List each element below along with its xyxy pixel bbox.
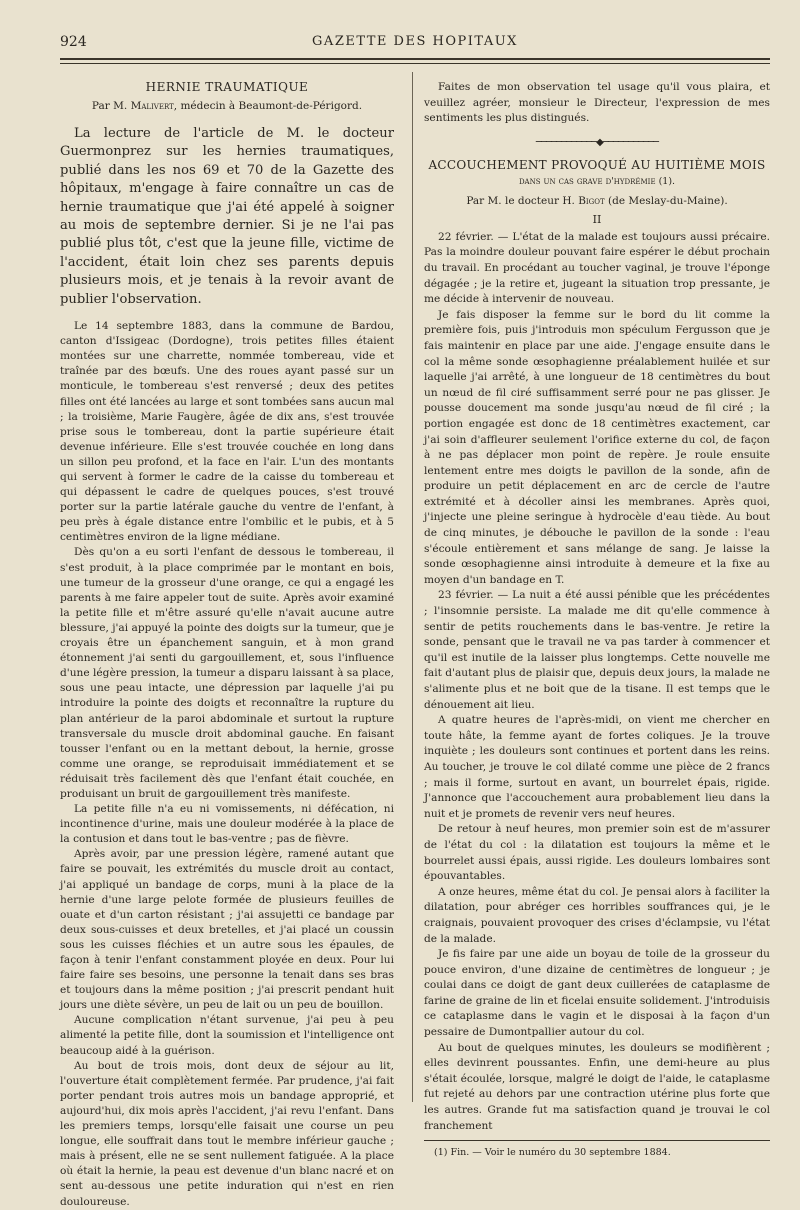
page-number: 924: [60, 34, 87, 50]
author-name: Malivert,: [130, 100, 178, 112]
byline-prefix: Par M.: [91, 100, 128, 112]
body-paragraph: A quatre heures de l'après-midi, on vient me chercher en toute hâte, la femme ayant de fortes coliques. Je la trouve inquiète ; les douleurs sont continues et portent dans les reins. Au toucher, je trouve le col dilaté comme une pièce de 2 francs ; mais il forme, surtout en avant, un bourrelet épais, rigide. J'annonce que l'accouchement aura probablement lieu dans la nuit et je promets de revenir vers neuf heures.: [424, 714, 770, 820]
body-paragraph: Au bout de quelques minutes, les douleurs se modifièrent ; elles devinrent poussantes. Enfin, une demi-heure au plus s'était écoulée, lorsque, malgré le doigt de l'aide, le cataplasme fut rejeté au dehors par une contraction utérine plus forte que les autres. Grande fut ma satisfaction quand je trouvai le col franchement: [424, 1041, 770, 1132]
column-divider: [412, 72, 413, 1102]
journal-title: GAZETTE DES HOPITAUX: [312, 34, 518, 49]
article-title: HERNIE TRAUMATIQUE: [145, 80, 309, 94]
running-header: [60, 34, 770, 52]
body-paragraph: 22 février. — L'état de la malade est toujours aussi précaire. Pas la moindre douleur pouvant faire espérer le début prochain du travail. En procédant au toucher vaginal, je trouve l'éponge dégagée ; je la retire et, jugeant la situation trop pressante, je me décide à intervenir de nouveau.: [424, 230, 770, 306]
closing-paragraph: Faites de mon observation tel usage qu'il vous plaira, et veuillez agréer, monsieur le Directeur, l'expression de mes sentiments les plus distingués.: [424, 81, 770, 125]
article-title: ACCOUCHEMENT PROVOQUÉ AU HUITIÈME MOIS: [428, 157, 766, 172]
section-number: II: [592, 212, 602, 226]
footnote-rule: [424, 1140, 770, 1141]
lead-paragraph: La lecture de l'article de M. le docteur Guermonprez sur les hernies traumatiques, publié dans les nos 69 et 70 de la Gazette des hôpitaux, m'engage à faire connaître un cas de hernie traumatique que j'ai été appelé à soigner au mois de septembre dernier. Si je ne l'ai pas publié plus tôt, c'est que la jeune fille, victime de l'accident, était loin chez ses parents depuis plusieurs mois, et je tenais à la revoir avant de publier l'observation.: [60, 126, 394, 307]
body-paragraph: Dès qu'on a eu sorti l'enfant de dessous le tombereau, il s'est produit, à la place comprimée par le montant en bois, une tumeur de la grosseur d'une orange, ce qui a engagé les parents à me faire appeler tout de suite. Après avoir examiné la petite fille et m'être assuré qu'elle n'avait aucune autre blessure, j'ai appuyé la pointe des doigts sur la tumeur, que je croyais être un épanchement sanguin, et à mon grand étonnement j'ai senti du gargouillement, et, sous l'influence d'une légère pression, la tumeur a disparu laissant à sa place, sous une peau intacte, une dépression par laquelle j'ai pu introduire la pointe des doigts et reconnaître la rupture du plan antérieur de la paroi abdominale et surtout la rupture transversale du muscle droit abdominal gauche. En faisant tousser l'enfant ou en la mettant debout, la hernie, grosse comme une orange, se reproduisait immédiatement et se réduisait très facilement dès que l'enfant était couchée, en produisant un bruit de gargouillement très manifeste.: [60, 546, 394, 800]
body-paragraph: De retour à neuf heures, mon premier soin est de m'assurer de l'état du col : la dilatation est toujours la même et le bourrelet aussi épais, aussi rigide. Les douleurs lombaires sont épouvantables.: [424, 823, 770, 883]
left-column: [60, 80, 394, 1208]
byline-prefix: Par M. le docteur H.: [466, 194, 575, 207]
article-byline: [424, 195, 770, 207]
body-paragraph: Je fais disposer la femme sur le bord du lit comme la première fois, puis j'introduis mon spéculum Fergusson que je fais maintenir en place par une aide. J'engage ensuite dans le col la même sonde œsophagienne préalablement huilée et sur laquelle j'ai arrêté, à une longueur de 18 centimètres du bout un nœud de fil ciré suffisamment serré pour ne pas glisser. Je pousse doucement ma sonde jusqu'au nœud de fil ciré ; la portion engagée est donc de 18 centimètres exactement, car j'ai soin d'affleurer seulement l'orifice externe du col, de façon à ne pas déplacer mon point de repère. Je roule ensuite lentement entre mes doigts le pavillon de la sonde, afin de produire un petit déplacement en arc de cercle de l'autre extrémité et à décoller ainsi les membranes. Après quoi, j'injecte une pleine seringue à hydrocèle d'eau tiède. Au bout de cinq minutes, je débouche le pavillon de la sonde : l'eau s'écoule entièrement et sans mélange de sang. Je laisse la sonde œsophagienne ainsi introduite à demeure et la fixe au moyen d'un bandage en T.: [424, 308, 770, 586]
body-paragraph: Je fis faire par une aide un boyau de toile de la grosseur du pouce environ, d'une dizaine de centimètres de longueur ; je coulai dans ce doigt de gant deux cuillerées de cataplasme de farine de graine de lin et ficelai ensuite solidement. J'introduisis ce cataplasme dans le vagin et le disposai à la façon d'un pessaire de Dumontpallier autour du col.: [424, 948, 770, 1039]
header-rule-thin: [60, 63, 770, 64]
header-rule: [60, 58, 770, 60]
body-paragraph: Le 14 septembre 1883, dans la commune de Bardou, canton d'Issigeac (Dordogne), trois petites filles étaient montées sur une charrette, nommée tombereau, vide et traînée par des bœufs. Une des roues ayant passé sur un monticule, le tombereau s'est renversé ; deux des petites filles ont été lancées au large et sont tombées sans aucun mal ; la troisième, Marie Faugère, âgée de dix ans, s'est trouvée prise sous le tombereau, dont la partie supérieure était devenue inférieure. Elle s'est trouvée couchée en long dans un sillon peu profond, et la face en l'air. L'un des montants qui servent à former le cadre de la caisse du tombereau et qui dépassent le cadre de quelques pouces, s'est trouvé porter sur la partie latérale gauche du ventre de l'enfant, à peu près à égale distance entre l'ombilic et le pubis, et à 5 centimètres environ de la ligne médiane.: [60, 320, 394, 544]
article-byline: [60, 100, 394, 112]
author-affiliation: médecin à Beaumont-de-Périgord.: [180, 100, 363, 112]
section-ornament: ────────────◆───────────: [535, 136, 659, 148]
author-name: Bigot: [578, 194, 605, 207]
body-paragraph: Après avoir, par une pression légère, ramené autant que faire se pouvait, les extrémités du muscle droit au contact, j'ai appliqué un bandage de corps, muni à la place de la hernie d'une large pelote formée de plusieurs feuilles de ouate et d'un carton résistant ; j'ai assujetti ce bandage par deux sous-cuisses et deux bretelles, et j'ai placé un coussin sous les cuisses fléchies et un autre sous les épaules, de façon à tenir l'enfant constamment ployée en deux. Pour lui faire faire ses besoins, une personne la tenait dans ses bras et toujours dans la même position ; j'ai prescrit pendant huit jours une diète sévère, un peu de lait ou un peu de bouillon.: [60, 848, 394, 1012]
body-paragraph: Au bout de trois mois, dont deux de séjour au lit, l'ouverture était complètement fermée. Par prudence, j'ai fait porter pendant trois autres mois un bandage approprié, et aujourd'hui, dix mois après l'accident, j'ai revu l'enfant. Dans les premiers temps, lorsqu'elle faisait une course un peu longue, elle souffrait dans tout le membre inférieur gauche ; mais à présent, elle ne se sent nullement fatiguée. A la place où était la hernie, la peau est devenue d'un blanc nacré et on sent au-dessous une petite induration qui n'est en rien douloureuse.: [60, 1059, 394, 1208]
body-paragraph: 23 février. — La nuit a été aussi pénible que les précédentes ; l'insomnie persiste. La malade me dit qu'elle commence à sentir de petits rouchements dans le bas-ventre. Je retire la sonde, pensant que le travail ne va pas tarder à commencer et qu'il est inutile de la laisser plus longtemps. Cette nouvelle me fait d'autant plus de plaisir que, depuis deux jours, la malade ne s'alimente plus et ne boit que de la tisane. Il est temps que le dénouement ait lieu.: [424, 589, 770, 711]
article-subtitle: dans un cas grave d'hydrémie (1).: [518, 175, 676, 187]
body-paragraph: A onze heures, même état du col. Je pensai alors à faciliter la dilatation, pour abréger ces horribles souffrances qui, je le craignais, pouvaient provoquer des crises d'éclampsie, vu l'état de la malade.: [424, 885, 770, 945]
author-affiliation: (de Meslay-du-Maine).: [608, 194, 728, 207]
right-column: [424, 80, 770, 1159]
footnote: (1) Fin. — Voir le numéro du 30 septembre 1884.: [434, 1147, 671, 1159]
body-paragraph: La petite fille n'a eu ni vomissements, ni défécation, ni incontinence d'urine, mais une douleur modérée à la place de la contusion et dans tout le bas-ventre ; pas de fièvre.: [60, 803, 394, 846]
body-paragraph: Aucune complication n'étant survenue, j'ai peu à peu alimenté la petite fille, dont la soumission et l'intelligence ont beaucoup aidé à la guérison.: [60, 1014, 394, 1057]
